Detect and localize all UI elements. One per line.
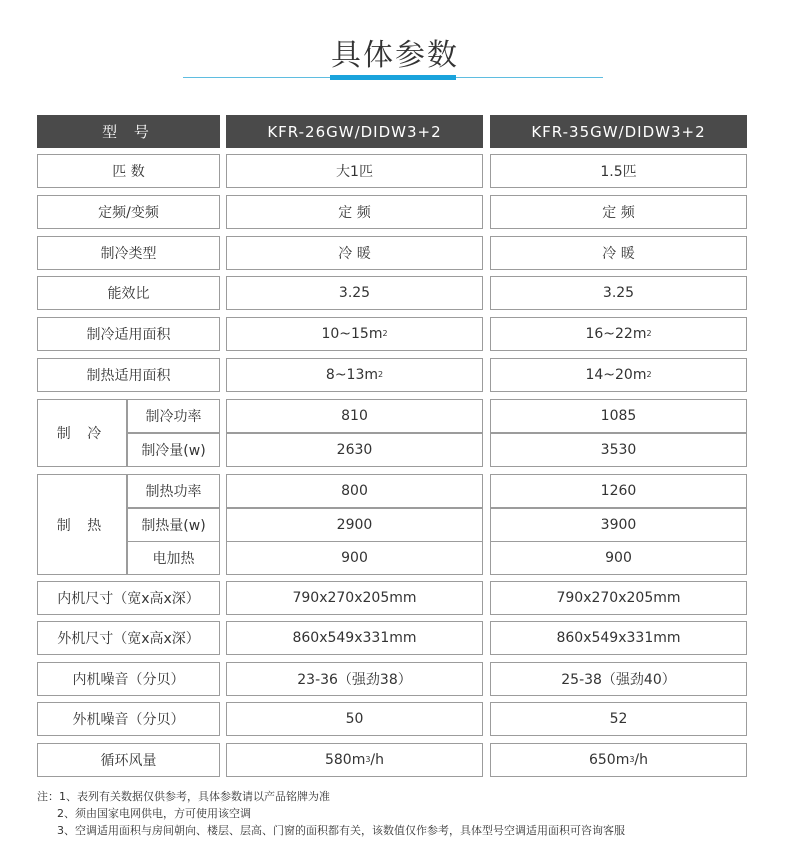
horsepower-value-2: 1.5匹 — [490, 154, 747, 188]
cooling-capacity-value-2: 3530 — [490, 433, 747, 467]
indoor-size-value-2: 790x270x205mm — [490, 581, 747, 615]
heating-sub-label-power: 制热功率 — [127, 474, 220, 508]
heating-sub-label-capacity: 制热量(w) — [127, 508, 220, 542]
frequency-value-2: 定 频 — [490, 195, 747, 229]
outdoor-noise-value-2: 52 — [490, 702, 747, 736]
footnote-1: 注：1、表列有关数据仅供参考，具体参数请以产品铭牌为准 — [37, 790, 330, 803]
airflow-suffix-1: /h — [370, 752, 385, 768]
group-label-heating: 制 热 — [37, 474, 127, 575]
heating-capacity-value-2: 3900 — [490, 508, 747, 542]
heating-electric-value-1: 900 — [226, 541, 483, 575]
heat-area-value-2: 14~20m 2 — [490, 358, 747, 392]
heating-power-value-1: 800 — [226, 474, 483, 508]
row-label-frequency: 定频/变频 — [37, 195, 220, 229]
row-label-efficiency: 能效比 — [37, 276, 220, 310]
indoor-noise-value-1: 23-36（强劲38） — [226, 662, 483, 696]
airflow-suffix-2: /h — [634, 752, 649, 768]
outdoor-size-value-1: 860x549x331mm — [226, 621, 483, 655]
page-title: 具体参数 — [331, 38, 459, 73]
outdoor-size-value-2: 860x549x331mm — [490, 621, 747, 655]
row-label-indoor-noise: 内机噪音（分贝） — [37, 662, 220, 696]
row-label-horsepower: 匹 数 — [37, 154, 220, 188]
outdoor-noise-value-1: 50 — [226, 702, 483, 736]
cool-type-value-1: 冷 暖 — [226, 236, 483, 270]
cool-area-text-2: 16~22m — [585, 326, 647, 342]
heat-area-text-2: 14~20m — [585, 367, 647, 383]
cool-area-text-1: 10~15m — [321, 326, 383, 342]
footnotes — [37, 788, 777, 839]
cooling-capacity-value-1: 2630 — [226, 433, 483, 467]
heat-area-value-1: 8~13m 2 — [226, 358, 483, 392]
row-label-indoor-size: 内机尺寸（宽x高x深） — [37, 581, 220, 615]
efficiency-value-2: 3.25 — [490, 276, 747, 310]
cooling-power-value-2: 1085 — [490, 399, 747, 433]
heating-electric-value-2: 900 — [490, 541, 747, 575]
frequency-value-1: 定 频 — [226, 195, 483, 229]
row-label-outdoor-size: 外机尺寸（宽x高x深） — [37, 621, 220, 655]
cool-type-value-2: 冷 暖 — [490, 236, 747, 270]
cool-area-value-1: 10~15m 2 — [226, 317, 483, 351]
horsepower-value-1: 大1匹 — [226, 154, 483, 188]
cooling-sub-label-power: 制冷功率 — [127, 399, 220, 433]
header-label: 型 号 — [37, 115, 220, 148]
cool-area-value-2: 16~22m 2 — [490, 317, 747, 351]
heat-area-text-1: 8~13m — [325, 367, 378, 383]
header-model-2: KFR-35GW/DIDW3+2 — [490, 115, 747, 148]
cooling-sub-label-capacity: 制冷量(w) — [127, 433, 220, 467]
heating-power-value-2: 1260 — [490, 474, 747, 508]
efficiency-value-1: 3.25 — [226, 276, 483, 310]
indoor-noise-value-2: 25-38（强劲40） — [490, 662, 747, 696]
indoor-size-value-1: 790x270x205mm — [226, 581, 483, 615]
header-model-1: KFR-26GW/DIDW3+2 — [226, 115, 483, 148]
airflow-value-2: 650m 3 /h — [490, 743, 747, 777]
group-label-cooling: 制 冷 — [37, 399, 127, 467]
row-label-cool-type: 制冷类型 — [37, 236, 220, 270]
footnote-3: 3、空调适用面积与房间朝向、楼层、层高、门窗的面积都有关，该数值仅作参考，具体型号空调适用面积可咨询客服 — [57, 824, 625, 837]
row-label-airflow: 循环风量 — [37, 743, 220, 777]
row-label-outdoor-noise: 外机噪音（分贝） — [37, 702, 220, 736]
cooling-power-value-1: 810 — [226, 399, 483, 433]
heating-sub-label-electric: 电加热 — [127, 541, 220, 575]
footnote-2: 2、须由国家电网供电，方可使用该空调 — [57, 807, 251, 820]
heating-capacity-value-1: 2900 — [226, 508, 483, 542]
row-label-heat-area: 制热适用面积 — [37, 358, 220, 392]
airflow-text-2: 650m — [588, 752, 630, 768]
airflow-value-1: 580m 3 /h — [226, 743, 483, 777]
title-accent-bar — [330, 75, 456, 80]
row-label-cool-area: 制冷适用面积 — [37, 317, 220, 351]
airflow-text-1: 580m — [324, 752, 366, 768]
